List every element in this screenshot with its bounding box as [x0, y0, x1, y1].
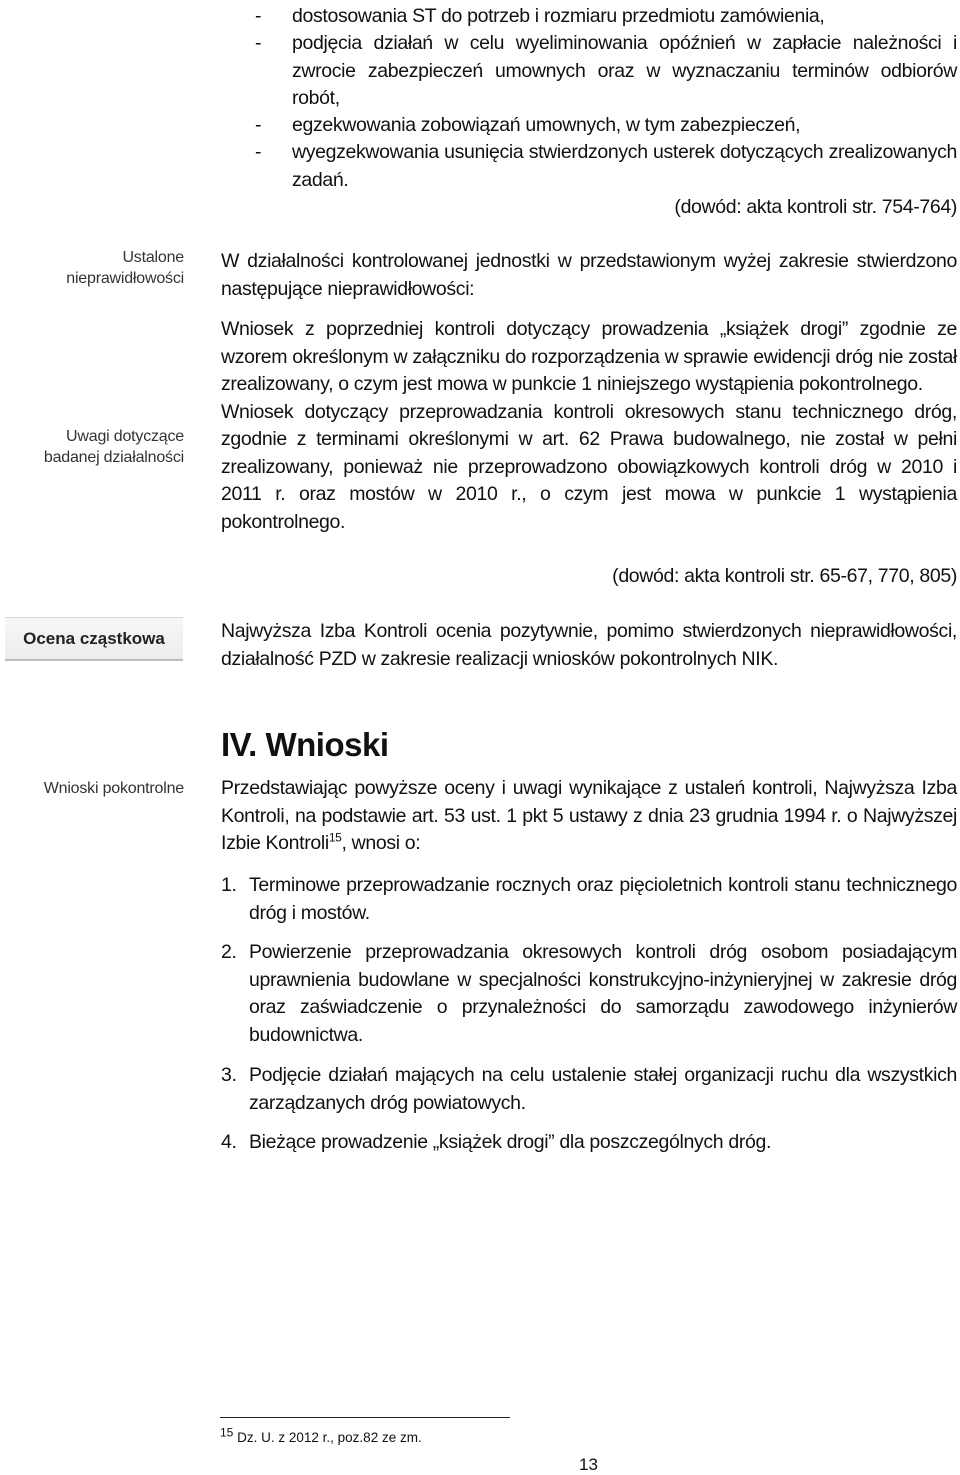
list-item	[221, 1062, 957, 1117]
list-item-text: Bieżące prowadzenie „książek drogi” dla poszczególnych dróg.	[249, 1131, 772, 1153]
page-number: 13	[579, 1455, 598, 1474]
irregularities-intro: W działalności kontrolowanej jednostki w przedstawionym wyżej zakresie stwierdzono następujące nieprawidłowości:	[221, 250, 957, 300]
list-item	[221, 872, 957, 927]
list-item-text: wyegzekwowania usunięcia stwierdzonych usterek dotyczących zrealizowanych zadań.	[292, 141, 957, 191]
side-label-wnioski: Wnioski pokontrolne	[43, 780, 184, 797]
side-label-ustalone: Ustalone nieprawidłowości	[66, 249, 184, 287]
list-item	[255, 3, 957, 30]
list-item	[255, 139, 957, 194]
footnote-ref[interactable]: 15	[328, 830, 342, 845]
list-item	[255, 30, 957, 112]
wnioski-list	[221, 872, 957, 927]
list-item-text: Powierzenie przeprowadzania okresowych kontroli dróg osobom posiadającym uprawnienia budowlane w specjalności konstrukcyjno-inżynieryjnej w zakresie dróg oraz zaświadczenie o przynależności do samorządu zawodowego inżynierów budownictwa.	[249, 941, 957, 1046]
remarks-block	[221, 316, 957, 536]
wnioski-list	[221, 1129, 957, 1157]
side-label-uwagi: Uwagi dotyczące badanej działalności	[43, 428, 184, 466]
list-item	[221, 1129, 957, 1157]
list-item-text: dostosowania ST do potrzeb i rozmiaru przedmiotu zamówienia,	[292, 5, 825, 27]
footnote-divider	[220, 1417, 510, 1418]
evidence-reference: (dowód: akta kontroli str. 65-67, 770, 805)	[612, 565, 957, 587]
wnioski-list	[221, 939, 957, 1049]
list-item-text: Terminowe przeprowadzanie rocznych oraz pięcioletnich kontroli stanu technicznego dróg i mostów.	[249, 874, 957, 924]
list-number: 3.	[221, 1064, 237, 1086]
list-number: 1.	[221, 874, 237, 896]
list-item-text: egzekwowania zobowiązań umownych, w tym zabezpieczeń,	[292, 114, 801, 137]
wnioski-list	[221, 1062, 957, 1117]
list-dash: -	[255, 141, 262, 164]
footnote-number: 15	[220, 1425, 234, 1440]
list-number: 4.	[221, 1131, 237, 1153]
list-dash: -	[255, 32, 262, 55]
remark-paragraph: Wniosek z poprzedniej kontroli dotyczący prowadzenia „książek drogi” zgodnie ze wzorem określonym w załączniku do rozporządzenia w sprawie ewidencji dróg nie został zrealizowany, o czym jest mowa w punkcie 1 niniejszego wystąpienia pokontrolnego.	[221, 318, 957, 395]
wnioski-intro-text: Przedstawiając powyższe oceny i uwagi wynikające z ustaleń kontroli, Najwyższa Izba Kontroli, na podstawie art. 53 ust. 1 pkt 5 ustawy z dnia 23 grudnia 1994 r. o Najwyższej Izbie Kontroli	[221, 777, 957, 854]
assessment-paragraph: Najwyższa Izba Kontroli ocenia pozytywnie, pomimo stwierdzonych nieprawidłowości, działalność PZD w zakresie realizacji wniosków pokontrolnych NIK.	[221, 620, 957, 670]
list-item-text: Podjęcie działań mających na celu ustalenie stałej organizacji ruchu dla wszystkich zarządzanych dróg powiatowych.	[249, 1064, 957, 1114]
ocena-label-text: Ocena cząstkowa	[23, 628, 165, 648]
section-heading: IV. Wnioski	[221, 726, 389, 763]
list-dash: -	[255, 5, 262, 27]
wnioski-intro	[221, 775, 957, 858]
list-dash: -	[255, 114, 262, 137]
footnote-text: Dz. U. z 2012 r., poz.82 ze zm.	[237, 1430, 422, 1445]
evidence-reference: (dowód: akta kontroli str. 754-764)	[674, 196, 957, 218]
wnioski-intro-end: , wnosi o:	[341, 832, 421, 854]
footnote	[220, 1425, 422, 1447]
list-item	[255, 112, 957, 139]
list-number: 2.	[221, 941, 237, 963]
list-item-text: podjęcia działań w celu wyeliminowania opóźnień w zapłacie należności i zwrocie zabezpieczeń umownych oraz w wyznaczaniu terminów odbiorów robót,	[292, 32, 957, 109]
top-dash-list	[255, 3, 957, 194]
side-label-ocena	[5, 617, 183, 661]
list-item	[221, 939, 957, 1049]
remark-paragraph: Wniosek dotyczący przeprowadzania kontroli okresowych stanu technicznego dróg, zgodnie z terminami określonymi w art. 62 Prawa budowalnego, nie został w pełni zrealizowany, ponieważ nie przeprowadzono obowiązkowych kontroli dróg w 2010 i 2011 r. oraz mostów w 2010 r., o czym jest mowa w punkcie 1 wystąpienia pokontrolnego.	[221, 400, 957, 533]
